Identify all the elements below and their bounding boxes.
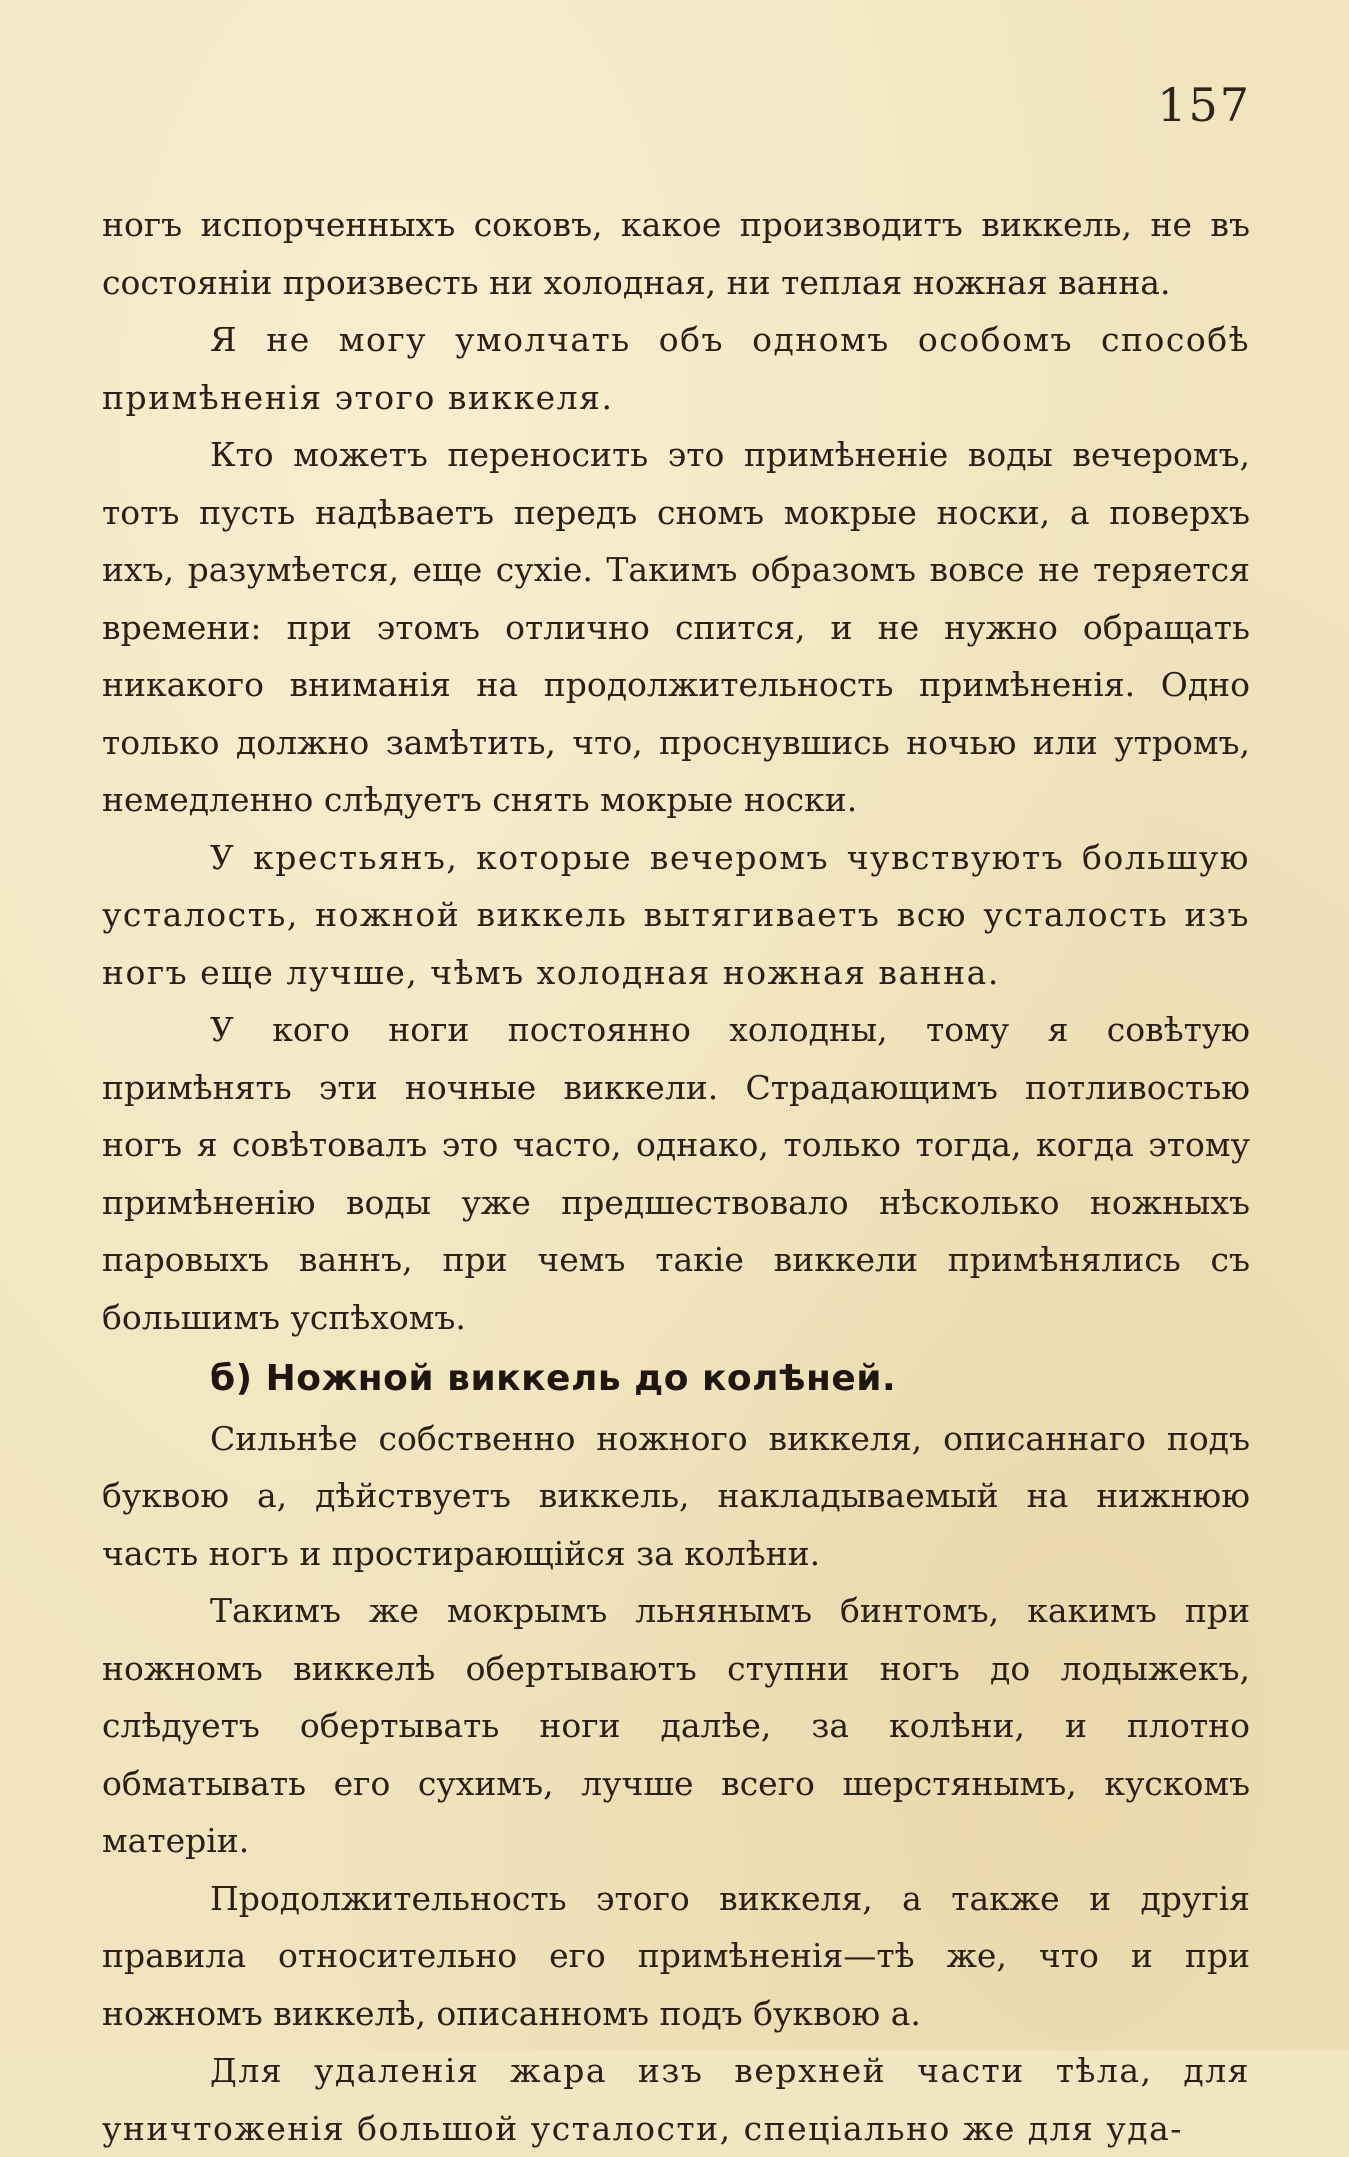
paragraph: Такимъ же мокрымъ льнянымъ бинтомъ, какимъ при ножномъ виккелѣ обертываютъ ступни ногъ до лодыжекъ, слѣдуетъ обертывать ноги далѣе, за колѣни, и плотно обматывать его сухимъ, лучше всего шерстянымъ, кускомъ матеріи.	[102, 1591, 1250, 1860]
paragraph: У крестьянъ, которые вечеромъ чувствуютъ большую усталость, ножной виккель вытягиваетъ всю усталость изъ ногъ еще лучше, чѣмъ холодная ножная ванна.	[102, 837, 1250, 992]
paragraph: Сильнѣе собственно ножного виккеля, описаннаго подъ буквою а, дѣйствуетъ виккель, накладываемый на нижнюю часть ногъ и простирающійся за колѣни.	[102, 1418, 1250, 1573]
paragraph: Для удаленія жара изъ верхней части тѣла, для уничтоженія большой усталости, спеціально же для уда-	[102, 2051, 1250, 2148]
paragraph: Продолжительность этого виккеля, а также и другія правила относительно его примѣненія—тѣ же, что и при ножномъ виккелѣ, описанномъ подъ буквою а.	[102, 1878, 1250, 2033]
paragraph-continuation: ногъ испорченныхъ соковъ, какое производитъ виккель, не въ состояніи произвесть ни холодная, ни теплая ножная ванна.	[102, 205, 1250, 302]
page-number: 157	[1157, 78, 1251, 132]
paragraph: Я не могу умолчать объ одномъ особомъ способѣ примѣненія этого виккеля.	[102, 320, 1250, 417]
paragraph: У кого ноги постоянно холодны, тому я совѣтую примѣнять эти ночные виккели. Страдающимъ потливостью ногъ я совѣтовалъ это часто, однако, только тогда, когда этому примѣненію воды уже предшествовало нѣсколько ножныхъ паровыхъ ваннъ, при чемъ такіе виккели примѣнялись съ большимъ успѣхомъ.	[102, 1010, 1250, 1337]
section-heading: б) Ножной виккель до колѣней.	[210, 1358, 897, 1399]
page-body	[102, 196, 1250, 2157]
paragraph: Кто можетъ переносить это примѣненіе воды вечеромъ, тотъ пусть надѣваетъ передъ сномъ мокрые носки, а поверхъ ихъ, разумѣется, еще сухіе. Такимъ образомъ вовсе не теряется времени: при этомъ отлично спится, и не нужно обращать никакого вниманія на продолжительность примѣненія. Одно только должно замѣтить, что, проснувшись ночью или утромъ, немедленно слѣдуетъ снять мокрые носки.	[102, 435, 1250, 819]
